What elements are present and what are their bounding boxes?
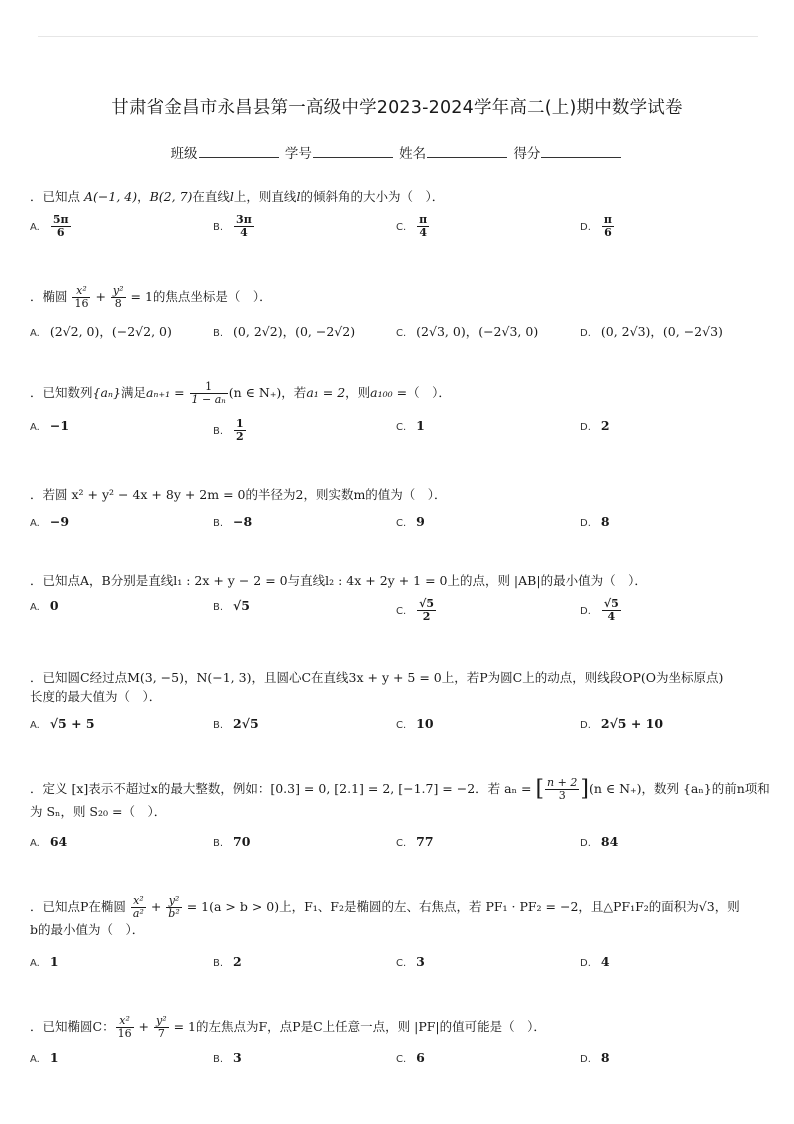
- question-7-options: [30, 834, 770, 864]
- top-divider: [38, 36, 758, 37]
- question-3-options: [30, 418, 770, 448]
- class-blank[interactable]: [199, 144, 279, 158]
- page-title: 甘肃省金昌市永昌县第一高级中学2023-2024学年高二(上)期中数学试卷: [111, 98, 683, 118]
- option-d[interactable]: D. 8: [580, 514, 610, 529]
- question-2-stem: ．椭圆 $\frac{\text{x²}}{16}$ + $\frac{\text{y²}}{8}$ = 1的焦点坐标是（ ）．: [30, 284, 272, 310]
- option-d[interactable]: D. 8: [580, 1050, 610, 1065]
- question-5-options: [30, 598, 770, 628]
- option-b[interactable]: B. 2: [213, 954, 242, 969]
- option-b[interactable]: B. 2√5: [213, 716, 259, 731]
- question-1-options: [30, 214, 770, 244]
- question-6-options: [30, 716, 770, 746]
- question-4-stem: ．若圆 x² + y² − 4x + 8y + 2m = 0的半径为2，则实数m的值为（ ）．: [30, 487, 447, 502]
- option-d[interactable]: D. 84: [580, 834, 619, 849]
- class-label: 班级: [170, 146, 198, 162]
- option-a[interactable]: A. −9: [30, 514, 70, 529]
- option-c[interactable]: C. 3: [396, 954, 425, 969]
- question-3-stem: ．已知数列{aₙ}满足aₙ₊₁ = $\frac{1}{\text{1 − aₙ}}$ (n ∈ N₊)，若a₁ = 2，则a₁₀₀ =（ ）．: [30, 380, 451, 406]
- option-a[interactable]: A. −1: [30, 418, 70, 433]
- question-5-stem: ．已知点A，B分别是直线l₁ : 2x + y − 2 = 0与直线l₂ : 4x + 2y + 1 = 0上的点，则 |AB|的最小值为（ ）．: [30, 573, 647, 588]
- name-blank[interactable]: [427, 144, 507, 158]
- question-4-options: [30, 514, 770, 544]
- option-d[interactable]: D. $\frac{√5}{4}$: [580, 597, 619, 623]
- option-a[interactable]: A. 1: [30, 954, 59, 969]
- option-c[interactable]: C. $\frac{\pi}{4}$: [396, 213, 428, 239]
- option-b[interactable]: B. −8: [213, 514, 253, 529]
- option-d[interactable]: D. 2: [580, 418, 610, 433]
- option-c[interactable]: C. 6: [396, 1050, 425, 1065]
- question-9-stem: ．已知椭圆C： $\frac{\text{x²}}{16}$ + $\frac{\text{y²}}{7}$ = 1的左焦点为F，点P是C上任意一点，则 |PF|的值可能是（ ）．: [30, 1014, 546, 1040]
- option-a[interactable]: A. 1: [30, 1050, 59, 1065]
- option-d[interactable]: D. 4: [580, 954, 610, 969]
- option-c[interactable]: C. 10: [396, 716, 434, 731]
- question-8-options: [30, 954, 770, 984]
- name-label: 姓名: [399, 146, 427, 162]
- option-a[interactable]: A. 0: [30, 598, 59, 613]
- option-c[interactable]: C. 1: [396, 418, 425, 433]
- option-c[interactable]: C. 77: [396, 834, 434, 849]
- option-d[interactable]: D. (0, 2√3)，(0, −2√3): [580, 324, 723, 339]
- score-label: 得分: [513, 146, 541, 162]
- question-9-options: [30, 1050, 770, 1080]
- option-b[interactable]: B. 3: [213, 1050, 242, 1065]
- question-1-stem: ．已知点 A(−1, 4)，B(2, 7)在直线l上，则直线l的倾斜角的大小为（ ）．: [30, 189, 445, 204]
- option-d[interactable]: D. $\frac{\pi}{6}$: [580, 213, 612, 239]
- option-c[interactable]: C. 9: [396, 514, 425, 529]
- option-b[interactable]: B. √5: [213, 598, 250, 613]
- question-7-stem: ．定义 [x]表示不超过x的最大整数，例如：[0.3] = 0, [2.1] = 2, [−1.7] = −2．若 aₙ = [ $\frac{n + 2}{3}$ ](n ∈ N₊)，数列 {aₙ}的前n项和 为 Sₙ，则 S₂₀ =（ ）．: [30, 776, 770, 819]
- student-id-blank[interactable]: [313, 144, 393, 158]
- option-b[interactable]: B. 70: [213, 834, 251, 849]
- option-a[interactable]: A. √5 + 5: [30, 716, 95, 731]
- option-a[interactable]: A. 64: [30, 834, 68, 849]
- question-2-options: [30, 322, 770, 352]
- question-8-stem: ．已知点P在椭圆 $\frac{\text{x²}}{\text{a²}}$ + $\frac{\text{y²}}{\text{b²}}$ = 1(a > b > 0)上，F₁、F₂是椭圆的左、右焦点，若 PF₁ · PF₂ = −2，且△PF₁F₂的面积为√3，则 b的最小值为（ ）．: [30, 894, 740, 937]
- score-blank[interactable]: [541, 144, 621, 158]
- option-a[interactable]: A. (2√2, 0)，(−2√2, 0): [30, 324, 172, 339]
- student-info-line: [0, 142, 794, 162]
- student-id-label: 学号: [284, 146, 312, 162]
- option-b[interactable]: B. (0, 2√2)，(0, −2√2): [213, 324, 356, 339]
- option-c[interactable]: C. $\frac{√5}{2}$: [396, 597, 435, 623]
- option-d[interactable]: D. 2√5 + 10: [580, 716, 664, 731]
- option-b[interactable]: B. $\frac{1}{2}$: [213, 417, 244, 443]
- option-b[interactable]: B. $\frac{3\pi}{4}$: [213, 213, 252, 239]
- option-c[interactable]: C. (2√3, 0)，(−2√3, 0): [396, 324, 539, 339]
- question-6-stem: ．已知圆C经过点M(3, −5)，N(−1, 3)，且圆心C在直线3x + y + 5 = 0上，若P为圆C上的动点，则线段OP(O为坐标原点) 长度的最大值为（ ）．: [30, 670, 724, 704]
- option-a[interactable]: A. $\frac{5\pi}{6}$: [30, 213, 69, 239]
